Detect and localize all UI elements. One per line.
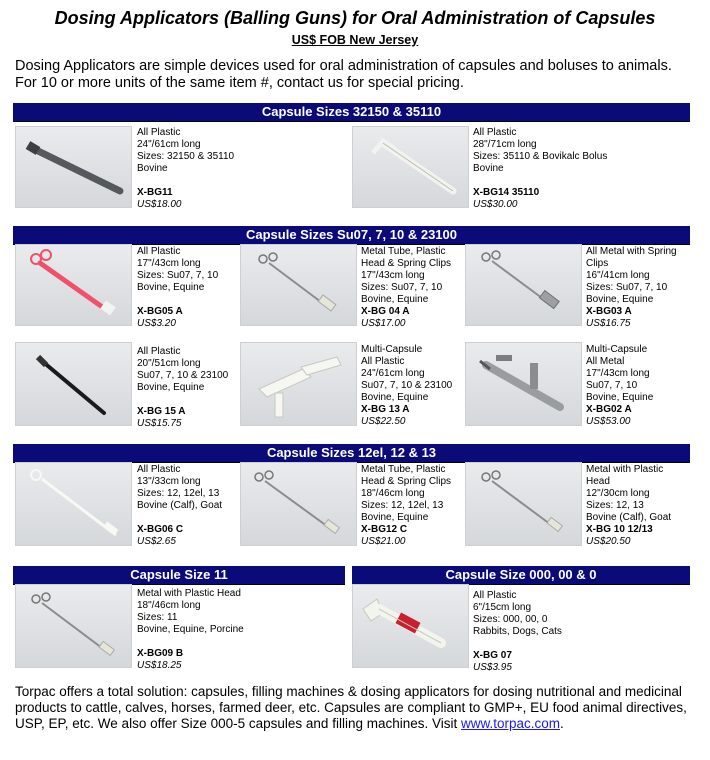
product-price: US$53.00	[586, 416, 631, 427]
product-line: Bovine, Equine	[361, 294, 429, 305]
product-price: US$17.00	[361, 318, 406, 329]
product-info-bg12	[361, 464, 451, 548]
product-image-bg11	[15, 126, 132, 208]
product-image-bg07	[352, 584, 469, 668]
footer-text	[15, 684, 705, 732]
product-line: Bovine, Equine	[586, 392, 654, 403]
product-line: All Plastic	[137, 246, 181, 257]
product-sku: X-BG 10 12/13	[586, 524, 653, 535]
product-line: Su07, 7, 10	[586, 380, 638, 391]
product-image-bg14	[352, 126, 469, 208]
product-line: Head & Spring Clips	[361, 258, 452, 269]
intro-line-1: Dosing Applicators are simple devices used for oral administration of capsules and boluses to animals.	[15, 58, 672, 74]
intro-text	[15, 58, 705, 92]
footer-body: Torpac offers a total solution: capsules, filling machines & dosing applicators for dosing nutritional and medicinal products to cattle, calves, horses, farmed deer, etc. Capsules are compliant to GMP+, EU food animal directives, USP, EP, etc. We also offer Size 000-5 capsules and filling machines. Visit	[15, 684, 687, 731]
product-sku: X-BG 04 A	[361, 306, 410, 317]
product-line: 6"/15cm long	[473, 602, 532, 613]
product-line: All Metal	[586, 356, 625, 367]
product-price: US$15.75	[137, 418, 182, 429]
product-line: All Plastic	[137, 346, 181, 357]
product-line: Bovine	[137, 163, 168, 174]
product-price: US$22.50	[361, 416, 406, 427]
product-line: 17"/43cm long	[361, 270, 425, 281]
product-line: Bovine, Equine	[137, 382, 205, 393]
product-line: Bovine, Equine	[137, 282, 205, 293]
product-image-bg15	[15, 342, 132, 426]
product-sku: X-BG02 A	[586, 404, 632, 415]
product-price: US$16.75	[586, 318, 631, 329]
product-line: Head	[586, 476, 610, 487]
product-line: Sizes: 32150 & 35110	[137, 151, 235, 162]
page-subtitle: US$ FOB New Jersey	[291, 33, 419, 47]
product-line: Sizes: 11	[137, 612, 178, 623]
product-line: Bovine, Equine	[586, 294, 654, 305]
product-line: Sizes: Su07, 7, 10	[586, 282, 668, 293]
product-line: Sizes: 35110 & Bovikalc Bolus	[473, 151, 608, 162]
product-price: US$2.65	[137, 536, 176, 547]
product-line: All Metal with Spring	[586, 246, 677, 257]
section-header-su07-7-10-23100: Capsule Sizes Su07, 7, 10 & 23100	[13, 226, 690, 244]
product-line: All Plastic	[137, 127, 181, 138]
product-line: Su07, 7, 10 & 23100	[361, 380, 453, 391]
product-line: 28"/71cm long	[473, 139, 537, 150]
product-sku: X-BG12 C	[361, 524, 408, 535]
product-line: Metal with Plastic	[586, 464, 664, 475]
product-image-bg02	[465, 342, 582, 426]
product-info-bg10	[586, 464, 671, 548]
product-line: 12"/30cm long	[586, 488, 650, 499]
product-line: Multi-Capsule	[361, 344, 423, 355]
intro-line-2: For 10 or more units of the same item #, contact us for special pricing.	[15, 75, 464, 91]
product-info-bg03	[586, 246, 677, 330]
product-line: 16"/41cm long	[586, 270, 650, 281]
product-image-bg10	[465, 462, 582, 546]
product-info-bg13	[361, 344, 452, 428]
product-line: All Plastic	[473, 590, 517, 601]
product-line: 24"/61cm long	[361, 368, 425, 379]
product-line: Sizes: 000, 00, 0	[473, 614, 548, 625]
product-price: US$3.95	[473, 662, 512, 673]
product-price: US$18.00	[137, 199, 182, 210]
product-sku: X-BG 07	[473, 650, 512, 661]
product-price: US$3.20	[137, 318, 176, 329]
product-image-bg03	[465, 244, 582, 326]
product-line: Su07, 7, 10 & 23100	[137, 370, 229, 381]
product-info-bg04	[361, 246, 451, 330]
product-line: All Plastic	[137, 464, 181, 475]
product-info-bg05	[137, 246, 218, 330]
product-image-bg06	[15, 462, 132, 546]
product-info-bg11	[137, 127, 234, 211]
product-sku: X-BG03 A	[586, 306, 632, 317]
product-info-bg09	[137, 588, 244, 672]
product-line: 24"/61cm long	[137, 139, 201, 150]
product-info-bg15	[137, 346, 228, 430]
footer-tail: .	[560, 716, 564, 731]
product-line: Sizes: 12, 12el, 13	[137, 488, 220, 499]
product-line: Clips	[586, 258, 609, 269]
section-header-12el-12-13: Capsule Sizes 12el, 12 & 13	[13, 444, 690, 462]
section-header-32150-35110: Capsule Sizes 32150 & 35110	[13, 103, 690, 121]
product-image-bg04	[240, 244, 357, 326]
product-line: Metal Tube, Plastic	[361, 246, 446, 257]
product-line: Bovine (Calf), Goat	[586, 512, 672, 523]
section-header-size-11: Capsule Size 11	[13, 566, 345, 584]
product-line: 18"/46cm long	[137, 600, 201, 611]
product-line: Bovine, Equine	[361, 512, 429, 523]
product-info-bg14	[473, 127, 607, 211]
product-info-bg06	[137, 464, 222, 548]
product-image-bg05	[15, 244, 132, 326]
product-sku: X-BG 13 A	[361, 404, 410, 415]
product-price: US$18.25	[137, 660, 182, 671]
product-line: Multi-Capsule	[586, 344, 648, 355]
product-line: 17"/43cm long	[586, 368, 650, 379]
product-line: Sizes: Su07, 7, 10	[137, 270, 219, 281]
product-sku: X-BG11	[137, 187, 173, 198]
product-line: All Plastic	[473, 127, 517, 138]
product-price: US$20.50	[586, 536, 631, 547]
product-line: Metal Tube, Plastic	[361, 464, 446, 475]
product-sku: X-BG09 B	[137, 648, 184, 659]
product-line: All Plastic	[361, 356, 405, 367]
page-title: Dosing Applicators (Balling Guns) for Oral Administration of Capsules	[54, 8, 656, 28]
product-line: 18"/46cm long	[361, 488, 425, 499]
product-image-bg12	[240, 462, 357, 546]
product-line: Bovine	[473, 163, 504, 174]
product-line: Sizes: 12, 12el, 13	[361, 500, 444, 511]
product-line: Bovine, Equine	[361, 392, 429, 403]
product-sku: X-BG05 A	[137, 306, 183, 317]
product-line: Rabbits, Dogs, Cats	[473, 626, 562, 637]
product-sku: X-BG06 C	[137, 524, 184, 535]
product-image-bg13	[240, 342, 357, 426]
product-line: Bovine (Calf), Goat	[137, 500, 223, 511]
product-line: Head & Spring Clips	[361, 476, 452, 487]
product-line: Bovine, Equine, Porcine	[137, 624, 244, 635]
product-sku: X-BG14 35110	[473, 187, 540, 198]
product-price: US$30.00	[473, 199, 518, 210]
product-image-bg09	[15, 584, 132, 668]
product-info-bg02	[586, 344, 653, 428]
product-line: Metal with Plastic Head	[137, 588, 241, 599]
product-line: 13"/33cm long	[137, 476, 201, 487]
product-sku: X-BG 15 A	[137, 406, 186, 417]
torpac-website-link[interactable]: www.torpac.com	[461, 716, 561, 731]
section-header-size-000-00-0: Capsule Size 000, 00 & 0	[352, 566, 690, 584]
product-line: Sizes: 12, 13	[586, 500, 644, 511]
product-info-bg07	[473, 590, 562, 674]
product-line: 20"/51cm long	[137, 358, 201, 369]
product-line: Sizes: Su07, 7, 10	[361, 282, 443, 293]
product-line: 17"/43cm long	[137, 258, 201, 269]
product-price: US$21.00	[361, 536, 406, 547]
